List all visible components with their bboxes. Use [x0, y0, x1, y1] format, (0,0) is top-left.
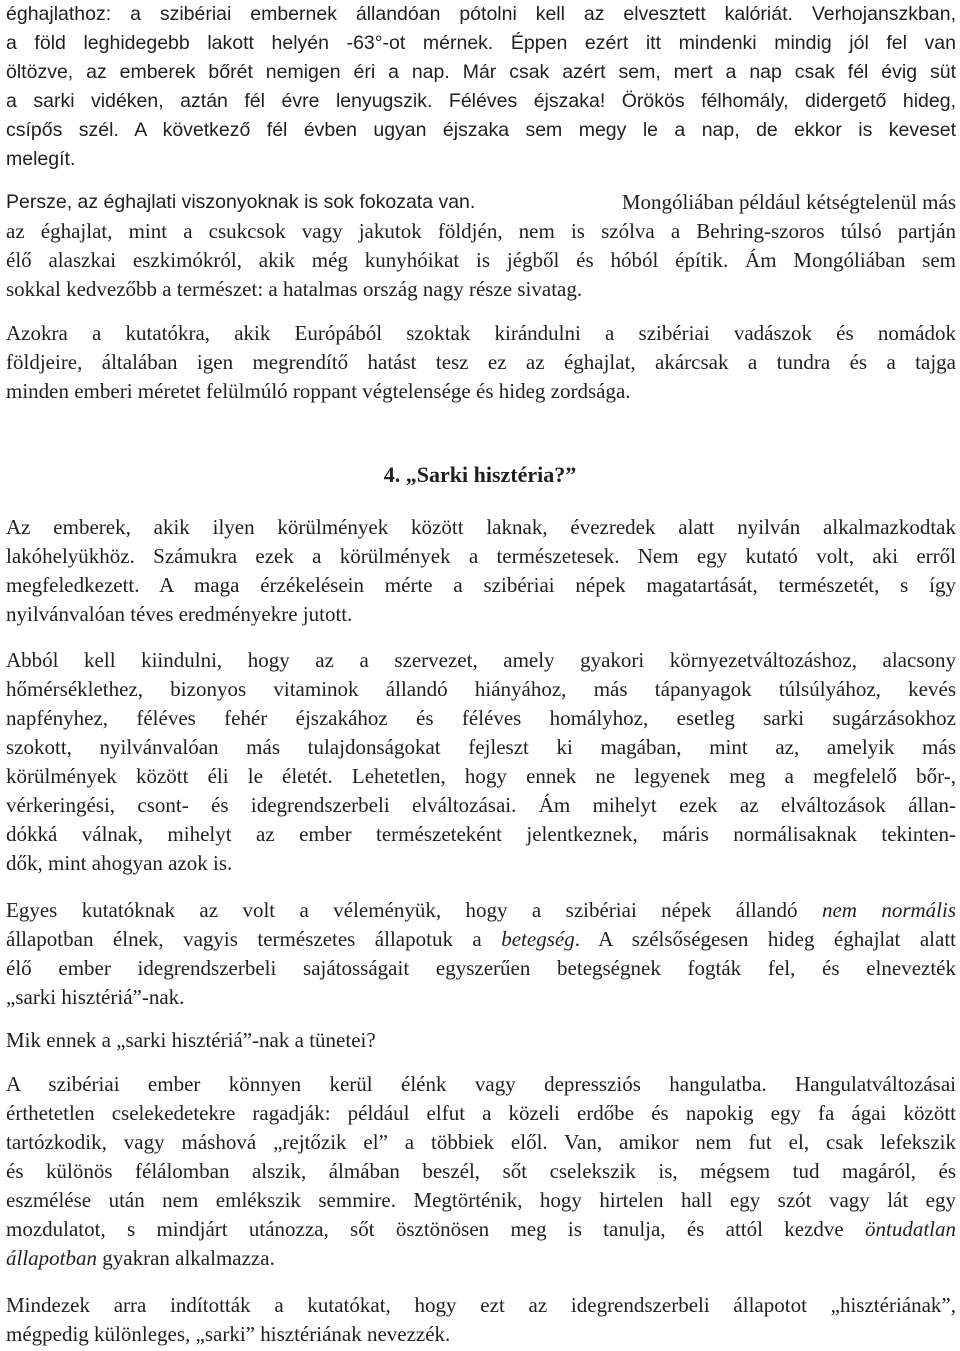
text-line: az éghajlat, mint a csukcsok vagy jakutok földjén, nem is szólva a Behring-szoros túlsó partján — [6, 219, 956, 243]
text-line — [6, 925, 956, 954]
text-line: öltözve, az emberek bőrét nemigen éri a nap. Már csak azért sem, mert a nap csak fél évig süt — [6, 61, 956, 83]
text-line: dókká válnak, mihelyt az ember természeteként jelentkeznek, máris normálisaknak tekinten- — [6, 822, 956, 846]
text-line: hőmérséklethez, bizonyos vitaminok állandó hiányához, más tápanyagok túlsúlyához, kevés — [6, 677, 956, 701]
text-line — [6, 1215, 956, 1244]
text-line: csípős szél. A következő fél évben ugyan éjszaka sem megy le a nap, de ekkor is keveset — [6, 119, 956, 141]
text-line: minden emberi méretet felülmúló roppant végtelensége és hideg zordsága. — [6, 379, 631, 403]
text-line — [6, 1244, 956, 1273]
paragraph-opinion — [6, 896, 956, 1012]
text-line: Az emberek, akik ilyen körülmények között laknak, évezredek alatt nyilván alkalmazkodtak — [6, 515, 956, 539]
text-segment: gyakran alkalmazza. — [97, 1246, 275, 1270]
text-line: Abból kell kiindulni, hogy az a szervezet, amely gyakori környezetváltozáshoz, alacsony — [6, 648, 956, 672]
text-line: sokkal kedvezőbb a természet: a hatalmas ország nagy része sivatag. — [6, 277, 583, 301]
text-segment: Mongóliában például kétségtelenül más — [621, 190, 956, 214]
text-line: vérkeringési, csont- és idegrendszerbeli elváltozásai. Ám mihelyt ezek az elváltozások állan- — [6, 793, 956, 817]
text-line: „sarki hisztériá”-nak. — [6, 985, 185, 1009]
text-line: körülmények között éli le életét. Lehetetlen, hogy ennek ne legyenek meg a megfelelő bőr-, — [6, 764, 956, 788]
text-line: A szibériai ember könnyen kerül élénk vagy depressziós hangulatba. Hangulatváltozásai — [6, 1072, 956, 1096]
emphasis-text: állapotban — [6, 1246, 98, 1270]
paragraph-question — [6, 1026, 956, 1055]
emphasis-text: nem normális — [821, 898, 957, 922]
text-line: a föld leghidegebb lakott helyén -63°-ot mérnek. Éppen ezért itt mindenki mindig jól fel van — [6, 32, 956, 54]
text-line: szokott, nyilvánvalóan más tulajdonságokat fejleszt ki magában, mint az, amelyik más — [6, 735, 956, 759]
paragraph-researchers — [6, 319, 956, 406]
paragraph-conclusion — [6, 1291, 956, 1349]
paragraph-symptoms — [6, 1070, 956, 1273]
paragraph-climate — [6, 0, 956, 174]
text-segment: Egyes kutatóknak az volt a véleményük, hogy a szibériai népek állandó — [6, 898, 798, 922]
text-segment: . A szélsőségesen hideg éghajlat alatt — [574, 927, 957, 951]
text-line — [6, 896, 956, 925]
text-line: eszmélése után nem emlékszik semmire. Megtörténik, hogy hirtelen hall egy szót vagy lát egy — [6, 1188, 956, 1212]
text-line — [6, 188, 956, 217]
paragraph-climate-variations — [6, 188, 956, 304]
text-line: mégpedig különleges, „sarki” hisztériának nevezzék. — [6, 1322, 451, 1346]
text-line: napfényhez, féléves fehér éjszakához és féléves homályhoz, esetleg sarki sugárzásokhoz — [6, 706, 956, 730]
text-line: nyilvánvalóan téves eredményekre jutott. — [6, 602, 353, 626]
text-line: tartózkodik, vagy máshová „rejtőzik el” a többiek elől. Van, amikor nem fut el, csak lefekszik — [6, 1130, 956, 1154]
paragraph-adaptation — [6, 513, 956, 629]
text-line: élő alaszkai eszkimókról, akik még kunyhóikat is jégből és hóból építik. Ám Mongóliában sem — [6, 248, 956, 272]
emphasis-text: betegség — [501, 927, 575, 951]
text-line: a sarki vidéken, aztán fél évre lenyugszik. Féléves éjszaka! Örökös félhomály, didergető hideg, — [6, 90, 956, 112]
text-line: melegít. — [6, 148, 76, 170]
text-line: Azokra a kutatókra, akik Európából szoktak kirándulni a szibériai vadászok és nomádok — [6, 321, 956, 345]
text-segment: állapotban élnek, vagyis természetes állapotuk a — [6, 927, 482, 951]
text-segment: mozdulatot, s mindjárt utánozza, sőt ösztönösen meg is tanulja, és attól kezdve — [6, 1217, 844, 1241]
text-line: érthetetlen cselekedetekre ragadják: például elfut a közeli erdőbe és napokig egy fa ágai között — [6, 1101, 956, 1125]
text-line: élő ember idegrendszerbeli sajátosságait egyszerűen betegségnek fogták fel, és elnevezték — [6, 956, 956, 980]
emphasis-text: öntudatlan — [865, 1217, 957, 1241]
text-line: megfeledkezett. A maga érzékelésein mérte a szibériai népek magatartását, természetét, s így — [6, 573, 956, 597]
text-line: éghajlathoz: a szibériai embernek állandóan pótolni kell az elvesztett kalóriát. Verhojanszkban, — [6, 3, 956, 25]
section-heading: 4. „Sarki hisztéria?” — [383, 462, 577, 487]
text-line: és különös félálomban alszik, álmában beszél, sőt cselekszik is, mégsem tud magáról, és — [6, 1159, 956, 1183]
text-segment: Persze, az éghajlati viszonyoknak is sok fokozata van. — [6, 191, 476, 213]
text-line: lakóhelyükhöz. Számukra ezek a körülmények a természetesek. Nem egy kutató volt, aki erről — [6, 544, 956, 568]
text-line: dők, mint ahogyan azok is. — [6, 851, 233, 875]
text-line: Mindezek arra indították a kutatókat, hogy ezt az idegrendszerbeli állapotot „hisztériának”, — [6, 1293, 956, 1317]
paragraph-organism — [6, 646, 956, 878]
text-line: Mik ennek a „sarki hisztériá”-nak a tünetei? — [6, 1028, 376, 1052]
text-line: földjeire, általában igen megrendítő hatást tesz ez az éghajlat, akárcsak a tundra és a tajga — [6, 350, 956, 374]
